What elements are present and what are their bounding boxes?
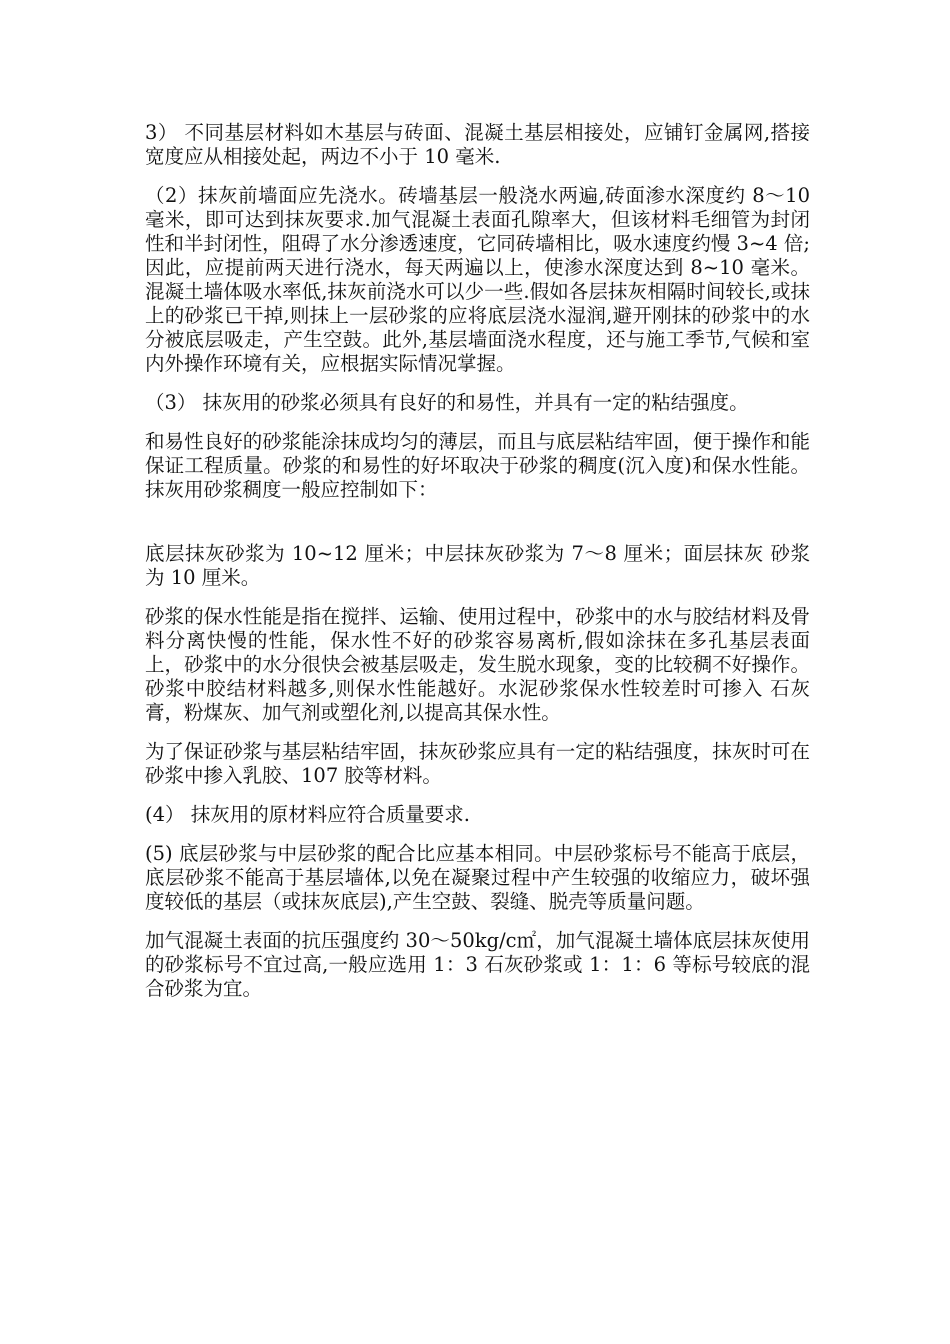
paragraph-4: 和易性良好的砂浆能涂抹成均匀的薄层，而且与底层粘结牢固，便于操作和能保证工程质量。砂浆的和易性的好坏取决于砂浆的稠度(沉入度)和保水性能。抹灰用砂浆稠度一般应控制如下： <box>145 430 810 501</box>
paragraph-1: 3） 不同基层材料如木基层与砖面、混凝土基层相接处，应铺钉金属网,搭接宽度应从相接处起，两边不小于 10 毫米. <box>145 121 810 168</box>
document-page <box>145 121 810 1016</box>
paragraph-8: (4） 抹灰用的原材料应符合质量要求. <box>145 803 470 826</box>
paragraph-7: 为了保证砂浆与基层粘结牢固，抹灰砂浆应具有一定的粘结强度，抹灰时可在砂浆中掺入乳胶、107 胶等材料。 <box>145 740 810 787</box>
paragraph-9: (5) 底层砂浆与中层砂浆的配合比应基本相同。中层砂浆标号不能高于底层，底层砂浆不能高于基层墙体,以免在凝聚过程中产生较强的收缩应力，破坏强度较低的基层（或抹灰底层),产生空鼓、裂缝、脱壳等质量问题。 <box>145 842 810 913</box>
paragraph-10: 加气混凝土表面的抗压强度约 30～50kg/c㎡，加气混凝土墙体底层抹灰使用的砂浆标号不宜过高,一般应选用 1：3 石灰砂浆或 1：1：6 等标号较底的混合砂浆为宜。 <box>145 929 810 1000</box>
paragraph-6: 砂浆的保水性能是指在搅拌、运输、使用过程中，砂浆中的水与胶结材料及骨料分离快慢的性能，保水性不好的砂浆容易离析,假如涂抹在多孔基层表面上，砂浆中的水分很快会被基层吸走，发生脱水现象，变的比较稠不好操作。砂浆中胶结材料越多,则保水性能越好。水泥砂浆保水性较差时可掺入 石灰膏，粉煤灰、加气剂或塑化剂,以提高其保水性。 <box>145 605 810 724</box>
paragraph-3: （3） 抹灰用的砂浆必须具有良好的和易性，并具有一定的粘结强度。 <box>145 391 749 414</box>
paragraph-2: （2）抹灰前墙面应先浇水。砖墙基层一般浇水两遍,砖面渗水深度约 8～10 毫米，即可达到抹灰要求.加气混凝土表面孔隙率大，但该材料毛细管为封闭性和半封闭性，阻碍了水分渗透速度，它同砖墙相比，吸水速度约慢 3~4 倍;因此，应提前两天进行浇水，每天两遍以上，使渗水深度达到 8~10 毫米。混凝土墙体吸水率低,抹灰前浇水可以少一些.假如各层抹灰相隔时间较长,或抹上的砂浆已干掉,则抹上一层砂浆的应将底层浇水湿润,避开刚抹的砂浆中的水分被底层吸走，产生空鼓。此外,基层墙面浇水程度，还与施工季节,气候和室内外操作环境有关，应根据实际情况掌握。 <box>145 184 810 375</box>
paragraph-5: 底层抹灰砂浆为 10~12 厘米；中层抹灰砂浆为 7～8 厘米；面层抹灰 砂浆为 10 厘米。 <box>145 542 810 589</box>
